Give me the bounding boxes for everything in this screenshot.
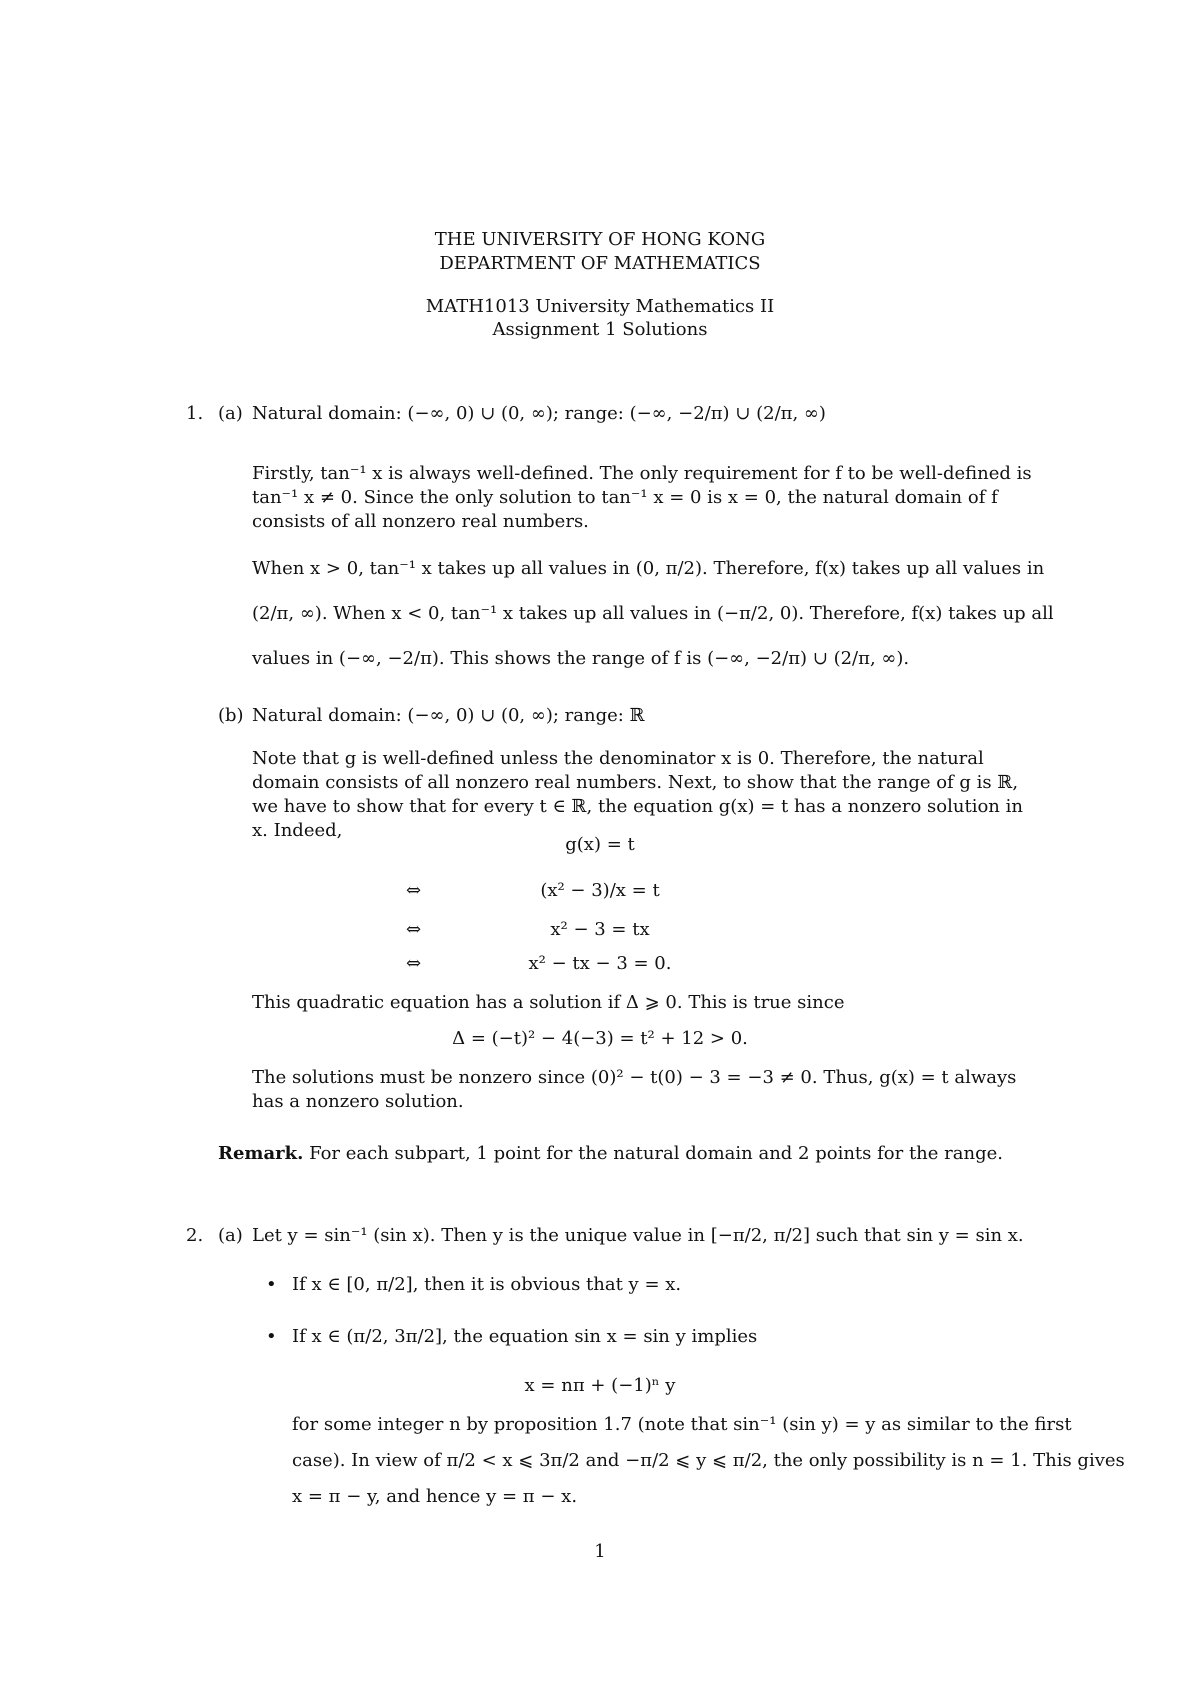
q2a-equation: x = nπ + (−1)ⁿ y — [524, 1375, 676, 1396]
iff-symbol: ⇔ — [406, 919, 422, 940]
q1b-paragraph-2: This quadratic equation has a solution if Δ ⩾ 0. This is true since — [252, 992, 845, 1013]
q1b-answer: Natural domain: (−∞, 0) ∪ (0, ∞); range: ℝ — [252, 705, 645, 726]
q1a-paragraph-2-line-2: (2/π, ∞). When x < 0, tan⁻¹ x takes up all values in (−π/2, 0). Therefore, f(x) takes up all — [252, 603, 1054, 624]
q1b-equation-2: (x² − 3)/x = t — [540, 880, 660, 901]
bullet-icon: • — [266, 1326, 277, 1347]
q1b-paragraph-1: Note that g is well-defined unless the denominator x is 0. Therefore, the natural domain consists of all nonzero real numbers. Next, to show that the range of g is ℝ, we have to show that for every t ∈ ℝ, the equation g(x) = t has a nonzero solution in x. Indeed, — [252, 748, 1023, 841]
university-title: THE UNIVERSITY OF HONG KONG — [434, 229, 766, 250]
remark-text: For each subpart, 1 point for the natural domain and 2 points for the range. — [309, 1143, 1003, 1164]
q2a-paragraph-line-1: for some integer n by proposition 1.7 (note that sin⁻¹ (sin y) = y as similar to the first — [292, 1414, 1072, 1435]
question-1-number: 1. — [186, 403, 204, 424]
q2a-bullet-1: If x ∈ [0, π/2], then it is obvious that y = x. — [292, 1274, 682, 1295]
iff-symbol: ⇔ — [406, 880, 422, 901]
q2a-paragraph-line-2: case). In view of π/2 < x ⩽ 3π/2 and −π/2 ⩽ y ⩽ π/2, the only possibility is n = 1. This gives — [292, 1450, 1125, 1471]
page-number: 1 — [594, 1541, 606, 1562]
q1b-equation-1: g(x) = t — [565, 834, 635, 855]
q2a-label: (a) — [218, 1225, 243, 1246]
remark — [218, 1143, 1003, 1164]
question-2-number: 2. — [186, 1225, 204, 1246]
course-title: MATH1013 University Mathematics II — [425, 296, 775, 317]
department-title: DEPARTMENT OF MATHEMATICS — [439, 253, 761, 274]
q1a-paragraph-2-line-3: values in (−∞, −2/π). This shows the range of f is (−∞, −2/π) ∪ (2/π, ∞). — [252, 648, 910, 669]
q1a-label: (a) — [218, 403, 243, 424]
q2a-bullet-2: If x ∈ (π/2, 3π/2], the equation sin x = sin y implies — [292, 1326, 758, 1347]
bullet-icon: • — [266, 1274, 277, 1295]
q1a-paragraph-1: Firstly, tan⁻¹ x is always well-defined. The only requirement for f to be well-defined is tan⁻¹ x ≠ 0. Since the only solution to tan⁻¹ x = 0 is x = 0, the natural domain of f consists of all nonzero real numbers. — [252, 463, 1032, 532]
q1b-equation-3: x² − 3 = tx — [550, 919, 650, 940]
assignment-title: Assignment 1 Solutions — [492, 319, 708, 340]
q1b-paragraph-3: The solutions must be nonzero since (0)² − t(0) − 3 = −3 ≠ 0. Thus, g(x) = t always has a nonzero solution. — [252, 1067, 1017, 1112]
q1a-answer: Natural domain: (−∞, 0) ∪ (0, ∞); range: (−∞, −2/π) ∪ (2/π, ∞) — [252, 403, 826, 424]
q1b-label: (b) — [218, 705, 244, 726]
q2a-paragraph-line-3: x = π − y, and hence y = π − x. — [292, 1486, 578, 1507]
iff-symbol: ⇔ — [406, 953, 422, 974]
q2a-intro: Let y = sin⁻¹ (sin x). Then y is the unique value in [−π/2, π/2] such that sin y = sin x. — [252, 1225, 1024, 1246]
remark-label: Remark. — [218, 1143, 304, 1164]
q1b-discriminant-equation: Δ = (−t)² − 4(−3) = t² + 12 > 0. — [452, 1028, 748, 1049]
q1a-paragraph-2-line-1: When x > 0, tan⁻¹ x takes up all values in (0, π/2). Therefore, f(x) takes up all values in — [252, 558, 1045, 579]
q1b-equation-4: x² − tx − 3 = 0. — [528, 953, 672, 974]
